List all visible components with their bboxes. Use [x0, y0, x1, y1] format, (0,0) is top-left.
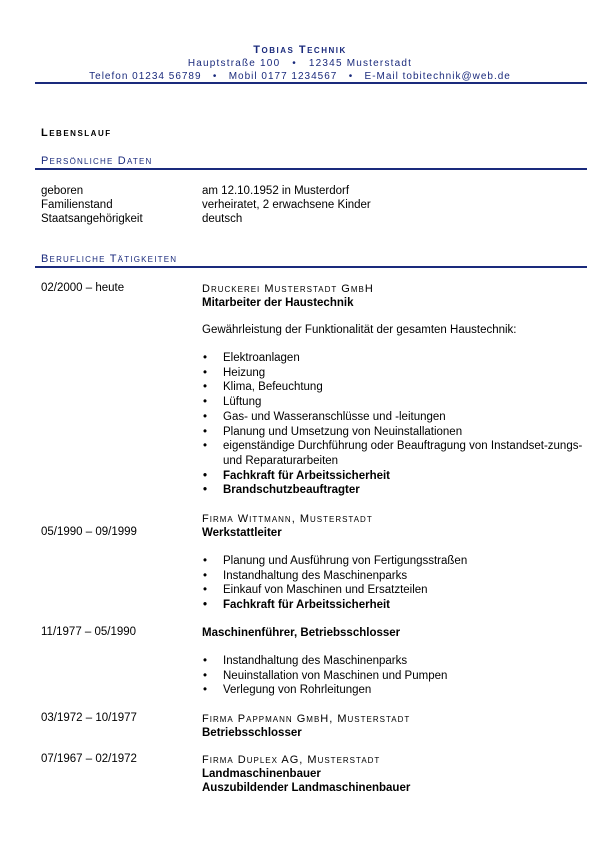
list-item: • Einkauf von Maschinen und Ersatzteilen — [202, 583, 587, 598]
list-item: • Lüftung — [202, 395, 587, 410]
list-item: • Planung und Umsetzung von Neuinstallationen — [202, 425, 587, 440]
list-item: • Gas- und Wasseranschlüsse und -leitungen — [202, 410, 587, 425]
list-item: • Brandschutzbeauftragter — [202, 483, 587, 498]
job-date: 07/1967 – 02/1972 — [41, 753, 137, 765]
job-role-secondary: Auszubildender Landmaschinenbauer — [202, 782, 411, 794]
personal-label: geboren — [41, 185, 84, 197]
list-item: • Fachkraft für Arbeitssicherheit — [202, 598, 587, 613]
job-company: Firma Duplex AG, Musterstadt — [202, 754, 381, 766]
document-title: Lebenslauf — [41, 127, 112, 139]
job-role: Betriebsschlosser — [202, 727, 302, 739]
job-intro: Gewährleistung der Funktionalität der gesamten Haustechnik: — [202, 324, 517, 336]
section-heading-personal: Persönliche Daten — [41, 155, 153, 167]
job-task-list — [202, 351, 587, 498]
job-role: Landmaschinenbauer — [202, 768, 321, 780]
personal-value: deutsch — [202, 213, 243, 225]
list-item: • eigenständige Durchführung oder Beauftragung von Instandset-zungs- und Reparaturarbeiten — [202, 439, 587, 468]
section-divider-career — [35, 266, 587, 268]
applicant-name: Tobias Technik — [253, 44, 347, 56]
personal-value: verheiratet, 2 erwachsene Kinder — [202, 199, 371, 211]
header-divider — [35, 82, 587, 84]
applicant-address: Hauptstraße 100 • 12345 Musterstadt — [187, 58, 413, 69]
list-item: • Elektroanlagen — [202, 351, 587, 366]
job-task-list — [202, 654, 587, 698]
list-item: • Instandhaltung des Maschinenparks — [202, 569, 587, 584]
job-role: Werkstattleiter — [202, 527, 282, 539]
section-divider-personal — [35, 168, 587, 170]
personal-label: Staatsangehörigkeit — [41, 213, 143, 225]
applicant-contact: Telefon 01234 56789 • Mobil 0177 1234567 • E-Mail tobitechnik@web.de — [89, 71, 511, 82]
job-date: 05/1990 – 09/1999 — [41, 526, 137, 538]
job-company: Druckerei Musterstadt GmbH — [202, 283, 374, 295]
list-item: • Planung und Ausführung von Fertigungsstraßen — [202, 554, 587, 569]
list-item: • Instandhaltung des Maschinenparks — [202, 654, 587, 669]
list-item: • Neuinstallation von Maschinen und Pumpen — [202, 669, 587, 684]
personal-value: am 12.10.1952 in Musterdorf — [202, 185, 350, 197]
list-item: • Heizung — [202, 366, 587, 381]
job-date: 03/1972 – 10/1977 — [41, 712, 137, 724]
job-role: Maschinenführer, Betriebsschlosser — [202, 627, 401, 639]
section-heading-career: Berufliche Tätigkeiten — [41, 253, 178, 265]
job-role: Mitarbeiter der Haustechnik — [202, 297, 354, 309]
job-date: 02/2000 – heute — [41, 282, 125, 294]
job-company: Firma Wittmann, Musterstadt — [202, 513, 373, 525]
personal-label: Familienstand — [41, 199, 113, 211]
job-date: 11/1977 – 05/1990 — [41, 626, 137, 638]
list-item: • Verlegung von Rohrleitungen — [202, 683, 587, 698]
job-company: Firma Pappmann GmbH, Musterstadt — [202, 713, 411, 725]
job-task-list — [202, 554, 587, 613]
list-item: • Klima, Befeuchtung — [202, 380, 587, 395]
list-item: • Fachkraft für Arbeitssicherheit — [202, 469, 587, 484]
